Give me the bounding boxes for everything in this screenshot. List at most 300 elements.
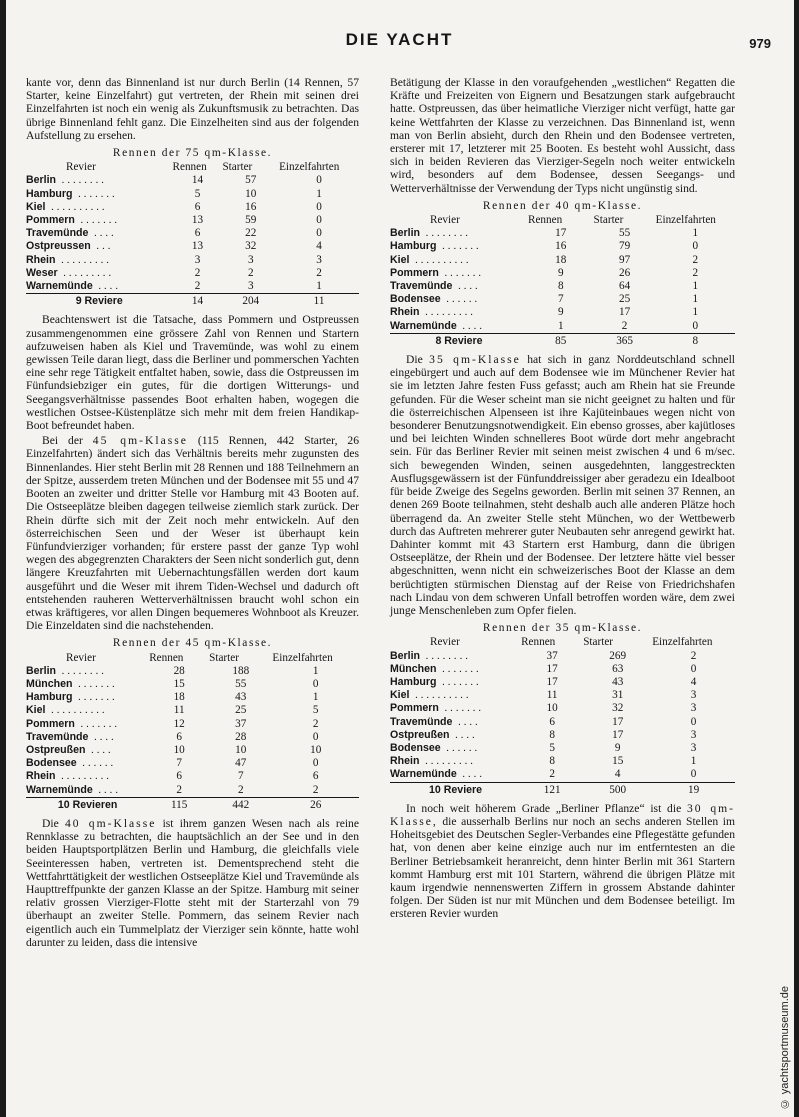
leader-dots: ....... [72,188,118,200]
revier-label: Travemünde [26,227,89,240]
total-cell: 11 [279,294,359,309]
table-cell: 11 [173,704,185,717]
revier-name [390,254,528,267]
revier-label: Pommern [26,717,75,730]
table-row [390,293,735,306]
column-header: Einzelfahrten [652,636,713,649]
page-number: 979 [749,36,771,51]
table-cell: 10 [235,743,247,756]
table-row [390,254,735,267]
total-label: 10 Reviere [390,782,521,797]
table-row [390,306,735,319]
revier-label: Hamburg [390,240,437,253]
table-title-40qm: Rennen der 40 qm-Klasse. [482,199,643,212]
table-row [390,676,735,689]
column-header: Starter [209,651,239,664]
revier-name [26,784,149,798]
table-cell: 0 [690,768,697,781]
table-cell: 6 [176,770,182,783]
total-cell: 204 [222,294,279,309]
table-row [26,691,359,704]
leader-dots: .... [456,769,485,781]
table-cell: 7 [176,757,182,770]
leader-dots: .... [449,729,478,741]
table-45qm [26,652,359,812]
revier-label: Berlin [390,649,421,662]
revier-label: München [26,677,73,690]
revier-name [26,201,173,214]
table-row [390,227,735,240]
revier-label: München [390,662,437,675]
revier-name [26,757,149,770]
revier-label: Kiel [26,200,46,213]
table-row [390,663,735,676]
right-column [390,76,735,921]
revier-name [390,702,521,715]
leader-dots: .... [88,228,117,240]
leader-dots: .......... [409,254,472,266]
table-cell: 0 [312,757,319,770]
leader-dots: .... [92,784,121,796]
revier-label: Berlin [26,664,57,677]
table-75qm [26,161,359,308]
table-cell: 13 [191,240,204,253]
total-cell: 115 [149,797,209,812]
table-total-row [390,333,735,348]
table-cell: 0 [316,214,322,227]
table-row [390,768,735,782]
table-cell: 17 [555,227,567,240]
table-cell: 4 [614,768,621,781]
revier-name [390,689,521,702]
table-cell: 26 [619,266,631,279]
table-cell: 0 [316,227,322,240]
table-cell: 2 [692,266,699,279]
table-cell: 1 [692,280,699,293]
scan-edge-right [794,0,799,1117]
table-cell: 15 [612,755,624,768]
total-label: 9 Reviere [26,294,173,309]
revier-label: Travemünde [390,715,453,728]
table-cell: 2 [690,649,697,662]
leader-dots: .... [92,281,121,293]
revier-label: Hamburg [26,187,73,200]
class-name: 45 qm-Klasse [92,434,188,448]
table-cell: 0 [692,319,699,332]
leader-dots: ......... [55,771,112,783]
revier-name [390,267,528,280]
table-header-row [390,214,735,227]
revier-name [390,306,528,319]
revier-label: Warnemünde [26,280,93,293]
table-cell: 0 [316,200,322,213]
table-cell: 28 [173,664,185,677]
column-header: Einzelfahrten [655,214,716,227]
paragraph [26,434,359,632]
table-cell: 37 [546,649,558,662]
table-header-row [26,161,359,174]
revier-name [26,254,173,267]
paragraph: Beachtenswert ist die Tatsache, dass Pommern und Ostpreussen zusammengenommen eine grössere Zahl von Rennen und Startern aufzuweisen haben als Kiel und Travemünde, was wohl zu einem gewissen Teile daran liegt, dass die Berliner und pommerschen Yachten eine sehr rege Tätigkeit entfaltet haben, sowie, dass die Ostpreussen im Fünfundsiebziger ein gutes, für die dortigen Witterungs- und Seegangsverhältnisse passendes Boot erhalten haben, wogegen die westlichen Ostsee-Küstenplätze sich mehr mit dem freien Handikap-Boot befreundet haben. [26,313,359,433]
paragraph [26,817,359,949]
paragraph-text: ist ihrem ganzen Wesen nach als reine Rennklasse zu betrachten, die hauptsächlich an der See und in den beiden Hauptsportplätzen Berlin und Hamburg, die gleichfalls viele Seeinteressen haben, vertreten ist. Dementsprechend steht die Wettfahrttätigkeit der westlichen Ostseeplätze Kiel und Travemünde als Haupttreffpunkte der ganzen Klasse an der Spitze. Hamburg mit seiner relativ grossen Vierziger-Flotte steht mit der Starterzahl von 79 überhaupt an zweiter Stelle. Pommern, das seinem Revier nach eigentlich auch ein Tummelplatz der Vierziger sein könnte, hatte wohl darunter zu leiden, dass die intensive [26,816,359,949]
table-cell: 6 [194,200,201,213]
column-header: Rennen [528,214,563,227]
table-cell: 16 [245,200,257,213]
table-title-75qm: Rennen der 75 qm-Klasse. [112,147,273,160]
total-cell: 500 [583,782,652,797]
table-cell: 5 [312,704,319,717]
leader-dots: ......... [419,307,476,319]
total-cell: 85 [528,333,594,348]
table-cell: 4 [316,240,322,253]
table-cell: 25 [619,293,631,306]
table-cell: 15 [173,677,185,690]
table-cell: 2 [312,717,319,730]
leader-dots: ......... [419,756,476,768]
table-40qm [390,214,735,348]
revier-label: Bodensee [26,757,77,770]
table-cell: 3 [690,689,697,702]
table-cell: 55 [619,227,631,240]
table-cell: 31 [612,689,624,702]
table-cell: 3 [690,728,697,741]
table-cell: 8 [549,728,555,741]
leader-dots: ....... [436,241,482,253]
revier-name [390,227,528,240]
total-cell: 365 [594,333,656,348]
total-label: 10 Revieren [26,797,149,812]
table-cell: 28 [235,730,247,743]
table-cell: 43 [235,691,247,704]
revier-name [390,742,521,755]
revier-label: Berlin [390,227,421,240]
revier-label: Warnemünde [390,319,457,332]
table-cell: 2 [247,266,254,279]
table-row [26,731,359,744]
table-cell: 7 [237,770,244,783]
leader-dots: ........ [56,175,107,187]
table-cell: 43 [612,675,624,688]
table-row [390,280,735,293]
table-cell: 17 [546,675,558,688]
revier-name [390,293,528,306]
table-cell: 25 [235,704,247,717]
table-header-row [390,636,735,649]
revier-name [390,240,528,253]
paragraph-text: Die [406,353,423,367]
leader-dots: ....... [436,676,482,688]
table-cell: 1 [692,293,699,306]
table-cell: 5 [194,187,201,200]
table-cell: 188 [232,664,250,677]
revier-label: Rhein [26,770,56,783]
table-cell: 10 [245,187,257,200]
table-row [26,718,359,731]
table-total-row [26,294,359,309]
revier-label: Bodensee [390,741,441,754]
total-label: 8 Reviere [390,333,528,348]
revier-label: Rhein [390,306,420,319]
leader-dots: ....... [436,663,482,675]
revier-name [390,729,521,742]
revier-name [26,174,173,187]
revier-name [26,718,149,731]
revier-label: Kiel [390,253,410,266]
table-cell: 3 [690,702,697,715]
column-header: Rennen [149,651,184,664]
revier-name [390,280,528,293]
revier-label: Ostpreußen [390,728,450,741]
revier-label: Pommern [26,214,75,227]
leader-dots: .... [452,716,481,728]
table-cell: 3 [690,741,697,754]
table-row [390,689,735,702]
leader-dots: .... [456,320,485,332]
table-row [390,650,735,663]
column-header: Revier [430,214,460,227]
table-cell: 22 [245,227,257,240]
leader-dots: ...... [440,294,481,306]
table-cell: 1 [316,187,322,200]
leader-dots: ........ [420,650,471,662]
leader-dots: .... [88,731,117,743]
journal-title: DIE YACHT [345,30,454,49]
table-cell: 1 [692,227,699,240]
leader-dots: ....... [72,678,118,690]
paragraph-text: Die [42,816,59,830]
total-cell: 8 [656,333,735,348]
paragraph-text: Bei der [42,434,83,448]
scan-edge-left [0,0,6,1117]
column-header: Starter [222,161,253,174]
table-cell: 4 [690,675,697,688]
paragraph [390,802,735,921]
class-name: 35 qm-Klasse [429,353,521,367]
total-cell: 26 [272,797,359,812]
revier-name [390,650,521,663]
table-cell: 2 [237,783,244,796]
table-cell: 12 [173,717,185,730]
leader-dots: .......... [45,201,108,213]
table-row [26,784,359,798]
revier-label: Rhein [390,755,420,768]
table-total-row [26,797,359,812]
leader-dots: ........ [56,665,107,677]
table-row [26,174,359,187]
table-cell: 97 [619,253,631,266]
table-cell: 32 [612,702,624,715]
table-cell: 0 [692,240,699,253]
revier-label: Bodensee [390,293,441,306]
table-row [390,742,735,755]
column-header: Rennen [172,161,207,174]
table-cell: 2 [176,783,182,796]
left-column [26,76,359,949]
revier-name [26,665,149,678]
column-header: Revier [430,636,460,649]
revier-name [26,678,149,691]
table-cell: 1 [692,306,699,319]
revier-label: Kiel [26,704,46,717]
revier-label: Ostpreußen [26,743,86,756]
leader-dots: ...... [440,742,481,754]
table-header-row [26,652,359,665]
table-cell: 3 [194,253,201,266]
leader-dots: ......... [57,267,115,279]
table-row [390,240,735,253]
revier-label: Pommern [390,702,439,715]
paragraph-text: (115 Rennen, 442 Starter, 26 Einzelfahrten) ändert sich das Verhältnis bereits mehr zugunsten des Binnenlandes. Hier steht Berlin mit 28 Rennen und 188 Teilnehmern an der Spitze, ausserdem treten München und der Bodensee mit 55 und 47 Booten an zweiter und dritter Stelle vor Hamburg mit 43 Booten auf. Die Ostseeplätze bleiben dagegen teilweise ziemlich stark zurück. Der Rhein dürfte sich mit der Zeit noch mehr entwickeln. Auf den österreichischen Seen und der Weser ist überhaupt kein Fünfundvierziger vorhanden; für erstere passt der ganze Typ wohl wegen des abgegrenzten Charakters der Seen nicht sonderlich gut, denn längere Kreuzfahrten mit Uebernachtungsfällen werden dort kaum ausgeführt und die Weser mit ihrem Tiden-Wechsel und dadurch oft entstehenden rauheren Wetterverhältnissen braucht wohl schon ein etwas kräftigeres, vor allen Dingen bequemeres Wohnboot als Kreuzer. Die Einzeldaten sind die nachstehenden. [26,434,359,633]
table-cell: 9 [557,306,564,319]
revier-name [26,731,149,744]
table-cell: 17 [612,715,624,728]
table-cell: 2 [692,253,699,266]
revier-label: Travemünde [390,280,453,293]
paragraph-text: In noch weit höherem Grade „Berliner Pflanze“ ist die [406,801,682,815]
table-row [390,702,735,715]
revier-label: Ostpreussen [26,240,91,253]
revier-name [390,716,521,729]
leader-dots: .......... [409,690,472,702]
table-cell: 6 [312,770,319,783]
table-row [26,770,359,783]
table-cell: 1 [312,691,319,704]
table-cell: 7 [557,293,564,306]
table-total-row [390,782,735,797]
table-row [26,201,359,214]
table-cell: 64 [619,280,631,293]
table-cell: 3 [316,253,322,266]
revier-label: Pommern [390,266,439,279]
table-cell: 0 [312,730,319,743]
column-header: Starter [593,214,624,227]
table-cell: 57 [245,174,257,187]
table-cell: 1 [690,755,697,768]
column-header: Einzelfahrten [272,651,333,664]
table-cell: 2 [316,266,322,279]
leader-dots: .... [452,281,481,293]
table-cell: 269 [609,649,627,662]
revier-name [26,267,173,280]
total-cell: 442 [209,797,272,812]
revier-label: Hamburg [390,675,437,688]
table-row [26,227,359,240]
table-row [26,704,359,717]
leader-dots: ....... [438,703,485,715]
leader-dots: .... [85,744,114,756]
revier-label: Warnemünde [26,783,93,796]
table-row [390,267,735,280]
table-cell: 17 [546,662,558,675]
table-cell: 1 [312,664,319,677]
table-cell: 10 [173,743,185,756]
column-header: Rennen [521,636,556,649]
table-cell: 18 [555,253,567,266]
table-row [26,757,359,770]
table-cell: 2 [312,783,319,796]
table-cell: 13 [191,214,204,227]
leader-dots: ....... [72,692,118,704]
table-cell: 0 [316,174,322,187]
total-cell: 14 [173,294,223,309]
table-row [390,320,735,334]
leader-dots: ........ [420,228,471,240]
watermark: © yachtsportmuseum.de [779,985,791,1109]
table-row [26,240,359,253]
table-row [26,280,359,294]
revier-name [26,188,173,201]
table-cell: 18 [173,691,185,704]
table-cell: 1 [557,319,564,332]
table-cell: 1 [316,280,322,293]
paragraph: kante vor, denn das Binnenland ist nur durch Berlin (14 Rennen, 57 Starter, keine Einzelfahrt) gut vertreten, der Rhein mit seinen drei Einzelfahrten ist noch ein wenig als Zukunftsmusik zu betrachten. Das übrige Binnenland fehlt ganz. Die Einzelheiten sind aus der folgenden Aufstellung zu ersehen. [26,76,359,142]
revier-name [26,214,173,227]
table-cell: 11 [546,689,558,702]
table-cell: 0 [312,677,319,690]
revier-name [26,770,149,783]
table-cell: 5 [549,741,555,754]
revier-label: Kiel [390,689,410,702]
column-header: Revier [66,651,96,664]
table-title-45qm: Rennen der 45 qm-Klasse. [112,637,273,650]
table-cell: 17 [612,728,624,741]
table-cell: 0 [690,662,697,675]
paragraph: Betätigung der Klasse in den voraufgehenden „westlichen“ Regatten die Kräfte und Freizeiten von Eignern und Besatzungen stark aufgebraucht hatte. Ostpreussen, das über heimatliche Vierziger nicht verfügt, hatte gar keine Wettfahrten der Klasse zu verzeichnen. Das Binnenland ist, wenn man von Berlin absieht, durch den Rhein und den Bodensee vertreten, ersterer mit 17, letzterer mit 25 Booten. Es besteht wohl Aussicht, dass sich in beiden Revieren das Vierziger-Segeln noch weiter entwickeln wird, besonders auf dem Bodensee, dessen Seegangs- und Wetterverhältnisse der Verwendung der Typs nicht ungünstig sind. [390,76,735,195]
column-header: Einzelfahrten [279,161,340,174]
table-row [26,665,359,678]
revier-name [26,691,149,704]
revier-name [26,704,149,717]
table-row [390,755,735,768]
table-cell: 9 [557,266,564,279]
table-row [390,716,735,729]
table-cell: 32 [245,240,257,253]
column-header: Starter [583,636,614,649]
table-cell: 2 [194,280,201,293]
leader-dots: ......... [55,254,112,266]
revier-name [26,280,173,294]
leader-dots: ....... [74,215,121,227]
table-row [26,744,359,757]
table-row [26,188,359,201]
paragraph-text: hat sich in ganz Norddeutschland schnell eingebürgert und auch auf dem Bodensee wie im Münchener Revier hat sie im letzten Jahre festen Fuss gefasst; auch am Rhein hat sie Freunde gefunden. Für die Weser scheint man sie nicht geeignet zu halten und für die österreichischen Alpenseen ist ihre Kajüteinbaues wegen nicht von besonderer Benutzungsnotwendigkeit. Ein ebenso grosses, aber kajütloses und bei leichten Winden schnelleres Boot würde dort mehr angebracht sein. Für das Berliner Revier mit seinen meist zwischen 4 und 6 m/sec. sich bewegenden Winden, seinen ausgedehnten, langgestreckten Ausflugsgewässern ist der Fünfunddreissiger aber geradezu ein Idealboot für beide Zweige des Segelns geworden. Berlin mit seinen 37 Rennen, an denen 269 Boote teilnahmen, steht deshalb auch alle anderen Plätze hoch überragend da. An zweiter Stelle steht München, wo der Wettbewerb durch das Auftreten mehrerer guter Neubauten sehr anregend gewirkt hat. Dahinter kommt mit 43 Startern erst Hamburg, dann die übrigen Ostseeplätze, der Rhein und der Bodensee. Der letztere hätte viel besser abgeschnitten, wenn nicht ein schweizerisches Boot der Klasse an dem berüchtigten stürmischen Dienstag auf der Reise von Friedrichshafen nach Lindau von dem schweren Unfall betroffen worden wäre, dem zwei junge Menschenleben zum Opfer fielen. [390,353,736,617]
table-cell: 55 [235,677,247,690]
table-cell: 10 [546,702,558,715]
table-cell: 8 [557,280,564,293]
leader-dots: ...... [76,758,117,770]
table-cell: 59 [245,214,257,227]
leader-dots: ....... [74,718,121,730]
revier-name [26,744,149,757]
revier-label: Warnemünde [390,768,457,781]
table-row [26,214,359,227]
paragraph-text: die ausserhalb Berlins nur noch an sechs anderen Stellen im Hoheitsgebiet des Deutschen Segler-Verbandes eine Pflegestätte gefunden hat, von denen aber keine einzige auch nur im entferntesten an die Berliner Betriebsamkeit heranreicht, denn hinter Berlin mit 361 Startern kommt Hamburg erst mit 101 Startern, während die übrigen Plätze mit kaum irgendwie nennenswerten Ziffern in grossem Abstande dahinter folgen. Der Süden ist nur mit München und dem Bodensee beteiligt. Im ersteren Revier wurden [390,814,735,921]
table-title-35qm: Rennen der 35 qm-Klasse. [482,622,643,635]
revier-name [390,320,528,334]
table-cell: 0 [690,715,697,728]
table-cell: 47 [235,757,247,770]
table-cell: 9 [614,741,621,754]
table-cell: 6 [549,715,555,728]
revier-name [390,676,521,689]
revier-label: Berlin [26,174,57,187]
revier-label: Rhein [26,253,56,266]
revier-name [390,755,521,768]
table-row [390,729,735,742]
revier-label: Travemünde [26,730,89,743]
table-cell: 14 [191,174,204,187]
